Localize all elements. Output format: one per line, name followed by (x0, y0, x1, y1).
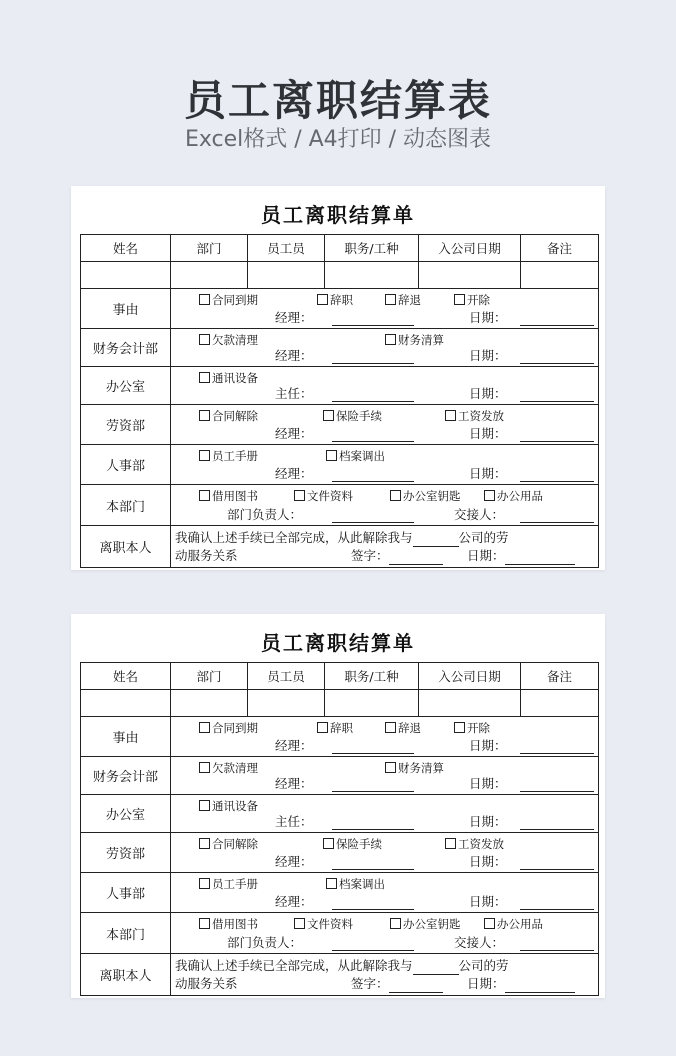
checkbox-option[interactable] (385, 720, 421, 736)
checkbox-icon[interactable] (199, 372, 210, 383)
checkbox-icon[interactable] (445, 410, 456, 421)
signer-field[interactable] (275, 812, 313, 830)
checkbox-option[interactable] (199, 836, 258, 852)
checkbox-option[interactable] (484, 488, 543, 504)
checkbox-label: 借用图书 (212, 489, 258, 503)
section-row (81, 405, 599, 445)
date-field[interactable] (469, 464, 507, 482)
confirm-row (81, 954, 599, 996)
signer-line[interactable] (332, 936, 414, 951)
checkbox-label: 借用图书 (212, 917, 258, 931)
checkbox-label: 财务清算 (398, 761, 444, 775)
section-content (171, 445, 599, 485)
column-header: 入公司日期 (419, 235, 521, 262)
checkbox-label: 办公用品 (497, 489, 543, 503)
checkbox-option[interactable] (199, 370, 258, 386)
checkbox-icon[interactable] (199, 450, 210, 461)
checkbox-option[interactable] (454, 720, 490, 736)
signer-label: 经理： (275, 854, 313, 869)
checkbox-icon[interactable] (484, 918, 495, 929)
signer-field[interactable] (275, 892, 313, 910)
date-field[interactable] (454, 505, 504, 523)
confirm-row (81, 526, 599, 568)
column-header: 入公司日期 (419, 663, 521, 690)
employee-info-cell[interactable] (521, 690, 599, 717)
column-header: 备注 (521, 663, 599, 690)
checkbox-option[interactable] (445, 408, 504, 424)
date-label: 日期： (469, 348, 507, 363)
employee-info-cell[interactable] (521, 262, 599, 289)
section-content (171, 873, 599, 913)
signer-line[interactable] (332, 467, 414, 482)
date-label: 日期： (469, 776, 507, 791)
column-header: 备注 (521, 235, 599, 262)
checkbox-label: 开除 (467, 293, 490, 307)
confirm-text: 我确认上述手续已全部完成，从此解除我与 (175, 529, 413, 545)
date-field[interactable] (469, 774, 507, 792)
confirm-text: 公司的劳 (458, 529, 509, 545)
checkbox-icon[interactable] (294, 490, 305, 501)
checkbox-label: 合同解除 (212, 837, 258, 851)
signer-label: 经理： (275, 310, 313, 325)
confirm-date-label: 日期： (467, 547, 505, 563)
signer-line[interactable] (332, 777, 414, 792)
page-subtitle: Excel格式 / A4打印 / 动态图表 (184, 127, 492, 152)
confirm-date-field[interactable] (467, 975, 575, 993)
date-line[interactable] (520, 349, 594, 364)
checkbox-icon[interactable] (454, 294, 465, 305)
section-label: 本部门 (81, 913, 171, 954)
date-line[interactable] (520, 855, 594, 870)
header-row (81, 235, 599, 262)
checkbox-label: 办公用品 (497, 917, 543, 931)
section-label: 事由 (81, 289, 171, 329)
date-field[interactable] (469, 384, 507, 402)
confirm-label: 离职本人 (81, 954, 171, 996)
section-row (81, 717, 599, 757)
checkbox-label: 文件资料 (307, 489, 353, 503)
section-content (171, 329, 599, 367)
section-row (81, 445, 599, 485)
confirm-date-label: 日期： (467, 975, 505, 991)
column-header: 职务/工种 (325, 235, 419, 262)
checkbox-option[interactable] (445, 836, 504, 852)
checkbox-icon[interactable] (199, 838, 210, 849)
signer-label: 经理： (275, 426, 313, 441)
checkbox-option[interactable] (199, 448, 258, 464)
checkbox-option[interactable] (294, 488, 353, 504)
checkbox-label: 文件资料 (307, 917, 353, 931)
company-blank[interactable] (413, 534, 459, 547)
checkbox-label: 档案调出 (339, 449, 385, 463)
sign-field[interactable] (351, 547, 443, 565)
checkbox-label: 辞退 (398, 293, 421, 307)
checkbox-option[interactable] (199, 720, 258, 736)
signer-label: 经理： (275, 894, 313, 909)
checkbox-option[interactable] (385, 760, 444, 776)
checkbox-option[interactable] (199, 916, 258, 932)
date-line[interactable] (520, 815, 594, 830)
checkbox-icon[interactable] (454, 722, 465, 733)
checkbox-option[interactable] (199, 760, 258, 776)
sign-label: 签字： (351, 975, 389, 991)
checkbox-icon[interactable] (385, 762, 396, 773)
date-field[interactable] (469, 892, 507, 910)
section-content (171, 795, 599, 833)
checkbox-icon[interactable] (390, 918, 401, 929)
employee-info-cell[interactable] (325, 262, 419, 289)
signer-field[interactable] (275, 346, 313, 364)
employee-info-cell[interactable] (171, 690, 248, 717)
checkbox-icon[interactable] (445, 838, 456, 849)
section-content (171, 833, 599, 873)
date-label: 日期： (469, 310, 507, 325)
checkbox-label: 保险手续 (336, 837, 382, 851)
confirm-label: 离职本人 (81, 526, 171, 568)
date-line[interactable] (520, 508, 594, 523)
checkbox-label: 辞退 (398, 721, 421, 735)
company-blank[interactable] (413, 962, 459, 975)
checkbox-icon[interactable] (323, 838, 334, 849)
checkbox-option[interactable] (326, 448, 385, 464)
checkbox-icon[interactable] (199, 410, 210, 421)
checkbox-option[interactable] (454, 292, 490, 308)
signer-field[interactable] (275, 774, 313, 792)
employee-info-cell[interactable] (419, 690, 521, 717)
section-label: 财务会计部 (81, 329, 171, 367)
form-title: 员工离职结算单 (261, 631, 415, 655)
signer-field[interactable] (227, 933, 302, 951)
checkbox-icon[interactable] (326, 878, 337, 889)
date-field[interactable] (469, 424, 507, 442)
checkbox-icon[interactable] (199, 334, 210, 345)
checkbox-icon[interactable] (385, 722, 396, 733)
date-field[interactable] (469, 346, 507, 364)
checkbox-icon[interactable] (199, 878, 210, 889)
column-header: 员工员 (248, 663, 325, 690)
checkbox-label: 辞职 (330, 293, 353, 307)
employee-info-row (81, 262, 599, 289)
settlement-table (80, 234, 599, 568)
signer-line[interactable] (332, 855, 414, 870)
signer-line[interactable] (332, 815, 414, 830)
column-header: 部门 (171, 663, 248, 690)
checkbox-icon[interactable] (199, 762, 210, 773)
confirm-text: 公司的劳 (458, 957, 509, 973)
checkbox-option[interactable] (199, 408, 258, 424)
employee-info-cell[interactable] (325, 690, 419, 717)
signer-label: 部门负责人： (227, 507, 303, 522)
employee-info-row (81, 690, 599, 717)
page-title: 员工离职结算表 (183, 76, 492, 125)
checkbox-icon[interactable] (199, 722, 210, 733)
signer-field[interactable] (275, 384, 313, 402)
signer-field[interactable] (275, 464, 313, 482)
section-label: 办公室 (81, 795, 171, 833)
checkbox-option[interactable] (317, 292, 353, 308)
checkbox-label: 工资发放 (458, 409, 504, 423)
confirm-date-field[interactable] (467, 547, 575, 565)
section-content (171, 757, 599, 795)
checkbox-icon[interactable] (484, 490, 495, 501)
confirm-text: 动服务关系 (175, 547, 238, 563)
checkbox-label: 办公室钥匙 (403, 489, 461, 503)
signer-line[interactable] (332, 739, 414, 754)
checkbox-icon[interactable] (326, 450, 337, 461)
section-row (81, 329, 599, 367)
date-line[interactable] (520, 936, 594, 951)
signer-line[interactable] (332, 311, 414, 326)
checkbox-label: 合同到期 (212, 293, 258, 307)
signer-label: 经理： (275, 348, 313, 363)
employee-info-cell[interactable] (248, 262, 325, 289)
checkbox-label: 欠款清理 (212, 761, 258, 775)
checkbox-icon[interactable] (323, 410, 334, 421)
section-row (81, 873, 599, 913)
checkbox-label: 财务清算 (398, 333, 444, 347)
checkbox-option[interactable] (390, 916, 461, 932)
signer-line[interactable] (332, 895, 414, 910)
signer-label: 主任： (275, 814, 313, 829)
section-row (81, 795, 599, 833)
checkbox-label: 办公室钥匙 (403, 917, 461, 931)
checkbox-option[interactable] (323, 836, 382, 852)
section-label: 事由 (81, 717, 171, 757)
section-label: 劳资部 (81, 405, 171, 445)
checkbox-option[interactable] (199, 488, 258, 504)
checkbox-option[interactable] (199, 292, 258, 308)
checkbox-option[interactable] (385, 292, 421, 308)
checkbox-option[interactable] (199, 798, 258, 814)
checkbox-label: 通讯设备 (212, 371, 258, 385)
section-content (171, 485, 599, 526)
section-content (171, 405, 599, 445)
signer-line[interactable] (332, 508, 414, 523)
signer-field[interactable] (275, 852, 313, 870)
section-label: 人事部 (81, 873, 171, 913)
column-header: 部门 (171, 235, 248, 262)
checkbox-label: 合同到期 (212, 721, 258, 735)
section-row (81, 757, 599, 795)
signer-field[interactable] (227, 505, 302, 523)
column-header: 姓名 (81, 235, 171, 262)
date-line[interactable] (520, 777, 594, 792)
signer-field[interactable] (275, 424, 313, 442)
signer-label: 经理： (275, 738, 313, 753)
checkbox-icon[interactable] (390, 490, 401, 501)
section-label: 本部门 (81, 485, 171, 526)
checkbox-icon[interactable] (317, 722, 328, 733)
signer-label: 主任： (275, 386, 313, 401)
checkbox-option[interactable] (326, 876, 385, 892)
checkbox-label: 工资发放 (458, 837, 504, 851)
signer-line[interactable] (332, 427, 414, 442)
section-label: 财务会计部 (81, 757, 171, 795)
section-row (81, 367, 599, 405)
checkbox-icon[interactable] (199, 294, 210, 305)
section-row (81, 289, 599, 329)
checkbox-label: 员工手册 (212, 449, 258, 463)
date-line[interactable] (520, 427, 594, 442)
checkbox-option[interactable] (199, 876, 258, 892)
date-field[interactable] (469, 852, 507, 870)
section-content (171, 913, 599, 954)
section-content (171, 289, 599, 329)
signer-line[interactable] (332, 349, 414, 364)
checkbox-icon[interactable] (317, 294, 328, 305)
column-header: 姓名 (81, 663, 171, 690)
checkbox-icon[interactable] (199, 800, 210, 811)
checkbox-icon[interactable] (199, 918, 210, 929)
checkbox-label: 辞职 (330, 721, 353, 735)
settlement-table (80, 662, 599, 996)
checkbox-icon[interactable] (294, 918, 305, 929)
date-line[interactable] (520, 311, 594, 326)
settlement-sheet (71, 614, 605, 998)
checkbox-option[interactable] (199, 332, 258, 348)
confirm-content (171, 954, 599, 996)
confirm-text: 动服务关系 (175, 975, 238, 991)
date-line[interactable] (520, 739, 594, 754)
checkbox-option[interactable] (294, 916, 353, 932)
date-label: 交接人： (454, 507, 505, 522)
settlement-sheet (71, 186, 605, 570)
date-line[interactable] (520, 387, 594, 402)
checkbox-label: 保险手续 (336, 409, 382, 423)
checkbox-label: 员工手册 (212, 877, 258, 891)
date-label: 日期： (469, 814, 507, 829)
date-label: 交接人： (454, 935, 505, 950)
confirm-content (171, 526, 599, 568)
checkbox-label: 开除 (467, 721, 490, 735)
section-label: 办公室 (81, 367, 171, 405)
confirm-text: 我确认上述手续已全部完成，从此解除我与 (175, 957, 413, 973)
sign-label: 签字： (351, 547, 389, 563)
section-row (81, 833, 599, 873)
header-row (81, 663, 599, 690)
checkbox-option[interactable] (317, 720, 353, 736)
checkbox-option[interactable] (484, 916, 543, 932)
signer-label: 部门负责人： (227, 935, 303, 950)
date-label: 日期： (469, 426, 507, 441)
section-content (171, 367, 599, 405)
signer-line[interactable] (332, 387, 414, 402)
employee-info-cell[interactable] (81, 262, 171, 289)
section-row (81, 913, 599, 954)
form-title: 员工离职结算单 (261, 203, 415, 227)
date-label: 日期： (469, 386, 507, 401)
checkbox-icon[interactable] (385, 334, 396, 345)
section-label: 人事部 (81, 445, 171, 485)
date-line[interactable] (520, 467, 594, 482)
date-label: 日期： (469, 466, 507, 481)
column-header: 员工员 (248, 235, 325, 262)
section-label: 劳资部 (81, 833, 171, 873)
signer-label: 经理： (275, 466, 313, 481)
checkbox-icon[interactable] (385, 294, 396, 305)
date-label: 日期： (469, 894, 507, 909)
section-content (171, 717, 599, 757)
section-row (81, 485, 599, 526)
checkbox-label: 欠款清理 (212, 333, 258, 347)
employee-info-cell[interactable] (248, 690, 325, 717)
employee-info-cell[interactable] (171, 262, 248, 289)
checkbox-icon[interactable] (199, 490, 210, 501)
checkbox-label: 合同解除 (212, 409, 258, 423)
checkbox-label: 档案调出 (339, 877, 385, 891)
checkbox-option[interactable] (385, 332, 444, 348)
date-label: 日期： (469, 854, 507, 869)
date-field[interactable] (469, 308, 507, 326)
date-line[interactable] (520, 895, 594, 910)
date-field[interactable] (469, 812, 507, 830)
signer-field[interactable] (275, 736, 313, 754)
employee-info-cell[interactable] (81, 690, 171, 717)
checkbox-label: 通讯设备 (212, 799, 258, 813)
signer-label: 经理： (275, 776, 313, 791)
column-header: 职务/工种 (325, 663, 419, 690)
date-field[interactable] (469, 736, 507, 754)
sign-field[interactable] (351, 975, 443, 993)
date-field[interactable] (454, 933, 504, 951)
employee-info-cell[interactable] (419, 262, 521, 289)
checkbox-option[interactable] (390, 488, 461, 504)
signer-field[interactable] (275, 308, 313, 326)
checkbox-option[interactable] (323, 408, 382, 424)
date-label: 日期： (469, 738, 507, 753)
